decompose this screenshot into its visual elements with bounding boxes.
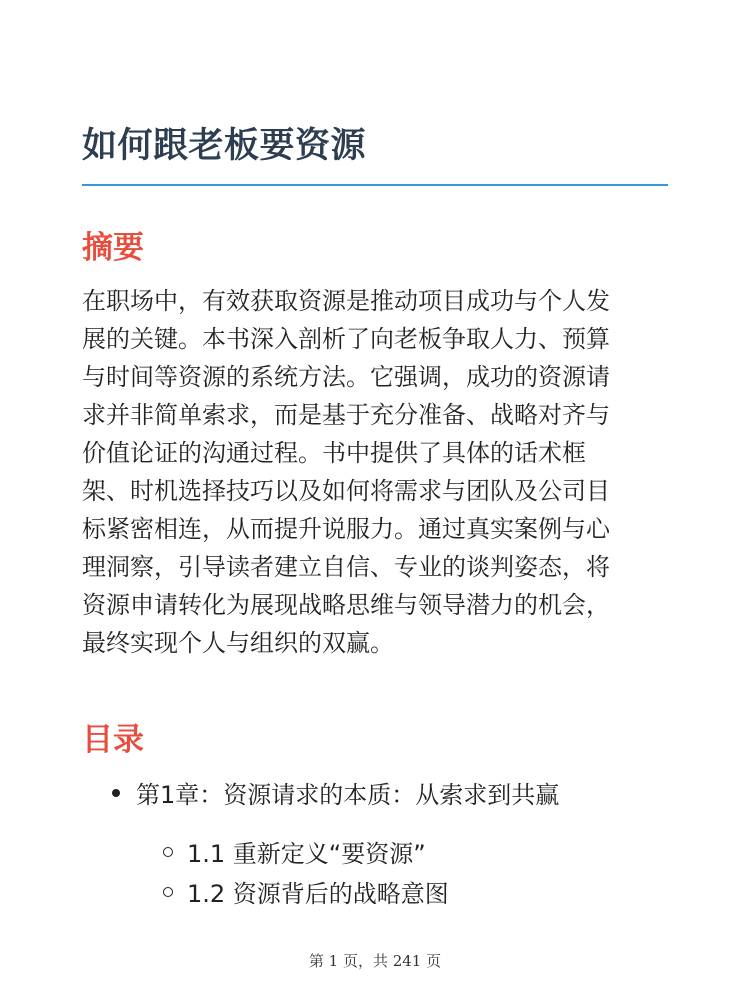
summary-line: 展的关键。本书深入剖析了向老板争取人力、预算 [82, 325, 610, 353]
page-footer: 第 1 页，共 241 页 [308, 952, 442, 970]
bullet-circle-icon [163, 847, 173, 857]
summary-line: 理洞察，引导读者建立自信、专业的谈判姿态，将 [82, 553, 610, 581]
toc-section-label: 1.1 重新定义“要资源” [187, 840, 426, 868]
bullet-disc-icon [112, 789, 120, 797]
toc-chapter-label: 第1章：资源请求的本质：从索求到共赢 [136, 781, 560, 809]
summary-line: 与时间等资源的系统方法。它强调，成功的资源请 [82, 363, 610, 391]
summary-line: 在职场中，有效获取资源是推动项目成功与个人发 [82, 287, 610, 315]
summary-line: 架、时机选择技巧以及如何将需求与团队及公司目 [82, 477, 610, 505]
summary-line: 资源申请转化为展现战略思维与领导潜力的机会， [82, 591, 610, 619]
toc-section-item[interactable] [163, 876, 449, 912]
toc-heading: 目录 [82, 722, 144, 758]
toc-section-label: 1.2 资源背后的战略意图 [187, 880, 449, 908]
summary-line: 价值论证的沟通过程。书中提供了具体的话术框 [82, 439, 586, 467]
summary-paragraph [82, 282, 672, 662]
toc-chapter-item[interactable] [112, 777, 559, 813]
bullet-circle-icon [163, 887, 173, 897]
document-title: 如何跟老板要资源 [82, 126, 367, 166]
title-divider [82, 184, 668, 186]
summary-line: 标紧密相连，从而提升说服力。通过真实案例与心 [82, 515, 610, 543]
summary-line: 求并非简单索求，而是基于充分准备、战略对齐与 [82, 401, 610, 429]
toc-section-item[interactable] [163, 836, 426, 872]
summary-heading: 摘要 [82, 230, 144, 266]
summary-line: 最终实现个人与组织的双赢。 [82, 629, 394, 657]
